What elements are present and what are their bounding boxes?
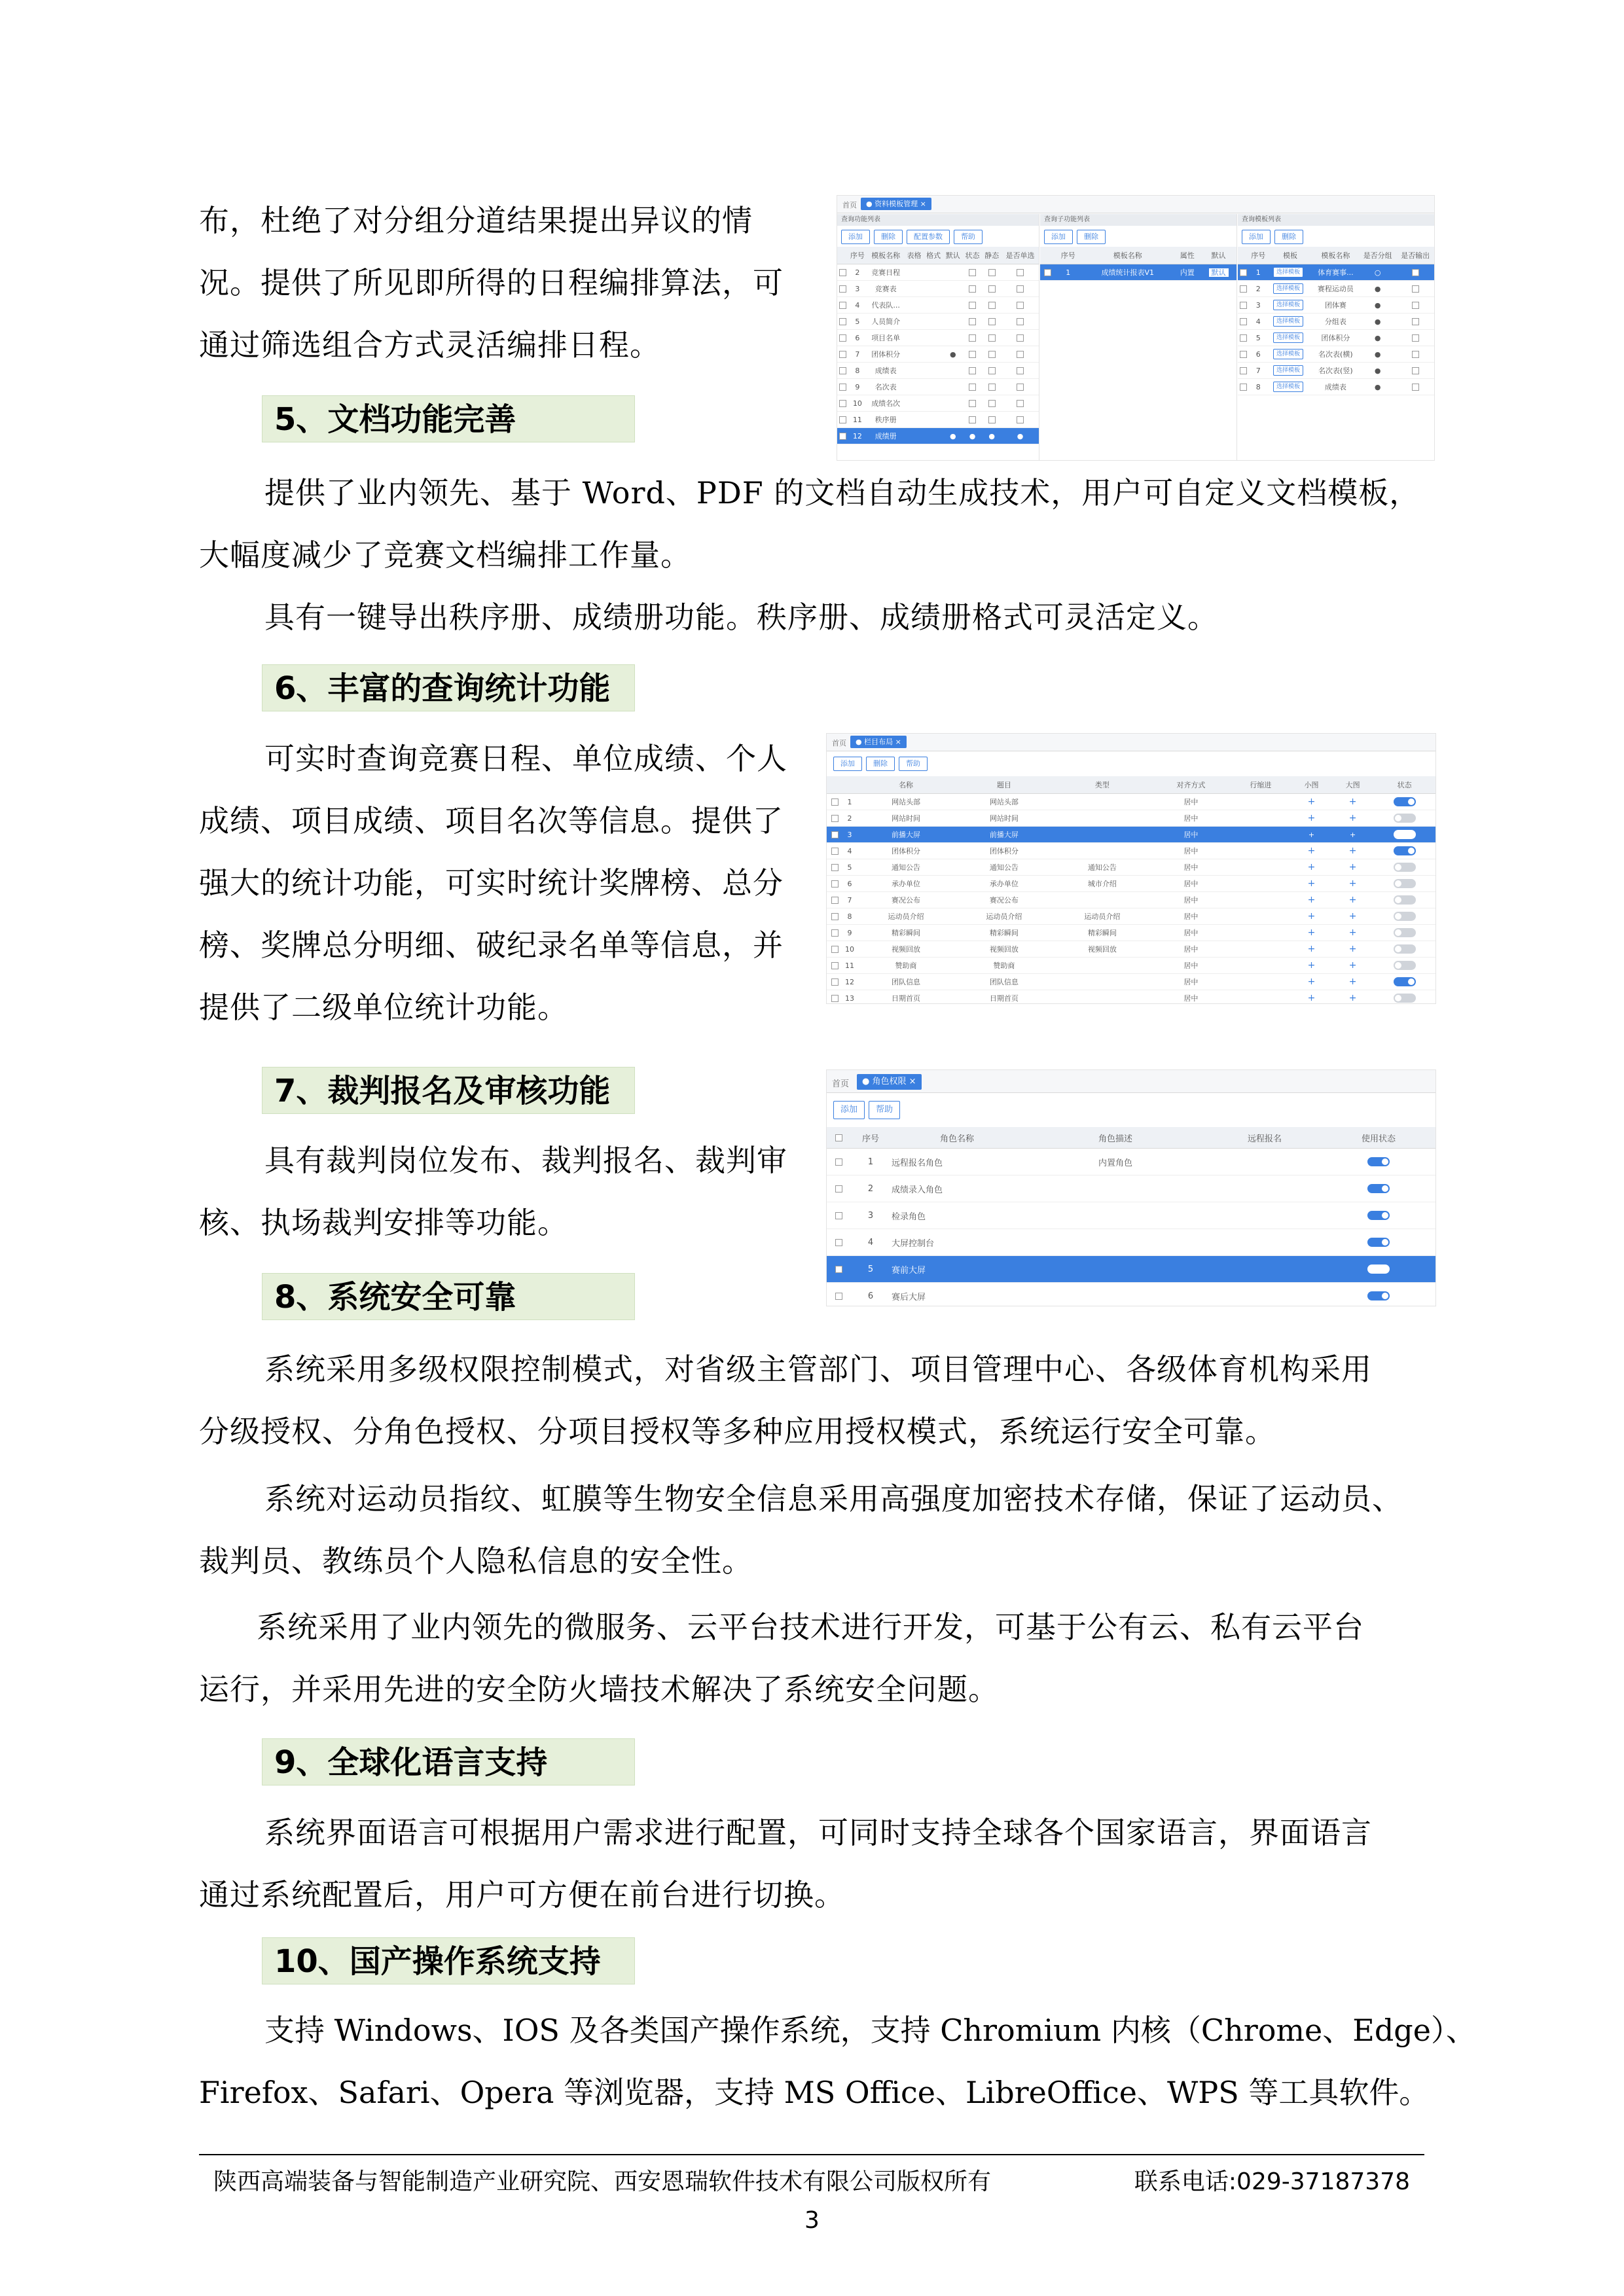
status-toggle[interactable] bbox=[1394, 977, 1416, 986]
column-header: 默认 bbox=[943, 247, 963, 264]
row-name: 成绩册 bbox=[867, 428, 905, 444]
table-row[interactable]: 9 名次表 bbox=[837, 379, 1039, 395]
select-template-button[interactable]: 选择模板 bbox=[1273, 316, 1303, 327]
section-heading-7: 7、裁判报名及审核功能 bbox=[262, 1067, 635, 1114]
add-button[interactable]: 添加 bbox=[1242, 230, 1271, 244]
column-header: 远程报名 bbox=[1208, 1127, 1322, 1149]
column-header: 序号 bbox=[1248, 247, 1268, 264]
role-table bbox=[827, 1127, 1435, 1306]
column-header: 静态 bbox=[982, 247, 1001, 264]
config-params-button[interactable]: 配置参数 bbox=[907, 230, 950, 244]
row-checkbox[interactable] bbox=[839, 433, 846, 440]
table-row[interactable]: 8 成绩表 bbox=[837, 363, 1039, 379]
status-toggle[interactable] bbox=[1394, 863, 1416, 872]
table-row[interactable]: 2 网站时间 网站时间 居中 + + bbox=[827, 810, 1435, 827]
table-row[interactable]: 4 代表队... bbox=[837, 297, 1039, 314]
table-row[interactable]: 6 项目名单 bbox=[837, 330, 1039, 346]
table-row[interactable]: 3 检录角色 bbox=[827, 1202, 1435, 1229]
paragraph-line: 裁判员、教练员个人隐私信息的安全性。 bbox=[199, 1543, 753, 1579]
cell: 内置 bbox=[1174, 264, 1200, 281]
column-header: 状态 bbox=[963, 247, 983, 264]
add-button[interactable]: 添加 bbox=[841, 230, 870, 244]
column-header: 是否输出 bbox=[1396, 247, 1434, 264]
row-checkbox[interactable] bbox=[839, 269, 846, 276]
table-row-selected[interactable]: 5 赛前大屏 bbox=[827, 1256, 1435, 1283]
row-name: 名次表 bbox=[867, 379, 905, 395]
function-list-panel bbox=[837, 214, 1039, 460]
add-button[interactable]: 添加 bbox=[833, 757, 862, 771]
column-header: 角色描述 bbox=[1023, 1127, 1208, 1149]
column-header: 序号 bbox=[848, 247, 867, 264]
column-header: 名称 bbox=[857, 776, 955, 794]
sub-function-panel bbox=[1040, 214, 1237, 460]
select-template-button[interactable]: 选择模板 bbox=[1273, 382, 1303, 392]
table-row-selected[interactable] bbox=[1040, 264, 1236, 281]
paragraph-line: 具有裁判岗位发布、裁判报名、裁判审 bbox=[264, 1143, 787, 1178]
section-heading-9: 9、全球化语言支持 bbox=[262, 1738, 635, 1785]
delete-button[interactable]: 删除 bbox=[1274, 230, 1303, 244]
paragraph-line: 况。提供了所见即所得的日程编排算法，可 bbox=[199, 265, 784, 300]
status-toggle[interactable] bbox=[1394, 814, 1416, 823]
table-row[interactable]: 5 人员简介 bbox=[837, 314, 1039, 330]
status-toggle[interactable] bbox=[1394, 895, 1416, 905]
column-header: 题目 bbox=[955, 776, 1053, 794]
table-row[interactable]: 13 日期首页 日期首页 居中 + + bbox=[827, 990, 1435, 1005]
table-row[interactable]: 2 选择模板 赛程运动员 ● bbox=[1238, 281, 1434, 297]
template-list-panel bbox=[1238, 214, 1434, 460]
help-button[interactable]: 帮助 bbox=[954, 230, 983, 244]
column-header: 角色名称 bbox=[891, 1127, 1023, 1149]
table-row[interactable]: 7 选择模板 名次表(竖) ● bbox=[1238, 363, 1434, 379]
column-layout-screenshot bbox=[826, 733, 1436, 1004]
section-heading-8: 8、系统安全可靠 bbox=[262, 1273, 635, 1320]
status-toggle[interactable] bbox=[1394, 961, 1416, 970]
status-toggle[interactable] bbox=[1394, 928, 1416, 937]
panel-title: 查询子功能列表 bbox=[1040, 214, 1236, 226]
sub-function-table bbox=[1040, 247, 1236, 281]
column-header: 小图 bbox=[1291, 776, 1332, 794]
table-row[interactable]: 2 成绩录入角色 bbox=[827, 1175, 1435, 1202]
column-header: 行缩进 bbox=[1231, 776, 1291, 794]
select-template-button[interactable]: 选择模板 bbox=[1273, 365, 1303, 376]
column-header: 对齐方式 bbox=[1151, 776, 1231, 794]
paragraph-line: 通过系统配置后，用户可方便在前台进行切换。 bbox=[199, 1877, 845, 1912]
section-heading-5: 5、文档功能完善 bbox=[262, 395, 635, 442]
page-number: 3 bbox=[804, 2207, 820, 2234]
contact-phone: 联系电话:029-37187378 bbox=[1134, 2168, 1410, 2195]
paragraph-line: Firefox、Safari、Opera 等浏览器，支持 MS Office、LibreOffice、WPS 等工具软件。 bbox=[199, 2075, 1430, 2110]
row-name: 竞赛表 bbox=[867, 281, 905, 297]
column-header: 默认 bbox=[1200, 247, 1236, 264]
table-row-selected[interactable]: 3 前播大屏 前播大屏 居中 + + bbox=[827, 827, 1435, 843]
paragraph-line: 大幅度减少了竞赛文档编排工作量。 bbox=[199, 537, 691, 573]
delete-button[interactable]: 删除 bbox=[874, 230, 903, 244]
help-button[interactable]: 帮助 bbox=[899, 757, 928, 771]
table-row[interactable]: 2 竞赛日程 bbox=[837, 264, 1039, 281]
column-header: 模板名称 bbox=[1312, 247, 1359, 264]
row-checkbox[interactable] bbox=[839, 302, 846, 309]
row-checkbox[interactable] bbox=[839, 285, 846, 293]
tab-home[interactable]: 首页 bbox=[842, 201, 857, 209]
delete-button[interactable]: 删除 bbox=[1077, 230, 1106, 244]
row-checkbox[interactable] bbox=[1044, 269, 1051, 276]
table-row[interactable]: 7 团体积分 ● bbox=[837, 346, 1039, 363]
status-toggle[interactable] bbox=[1367, 1238, 1390, 1247]
row-checkbox[interactable] bbox=[839, 416, 846, 423]
template-management-screenshot bbox=[837, 195, 1435, 461]
paragraph-line: 布，杜绝了对分组分道结果提出异议的情 bbox=[199, 203, 753, 238]
row-name: 团体积分 bbox=[867, 346, 905, 363]
add-button[interactable]: 添加 bbox=[1044, 230, 1073, 244]
select-template-button[interactable]: 选择模板 bbox=[1273, 349, 1303, 359]
column-header: 状态 bbox=[1373, 776, 1435, 794]
status-toggle[interactable] bbox=[1394, 879, 1416, 888]
cell: 成绩统计报表V1 bbox=[1081, 264, 1174, 281]
panel-title: 查询模板列表 bbox=[1238, 214, 1434, 226]
help-button[interactable]: 帮助 bbox=[869, 1101, 900, 1119]
add-button[interactable]: 添加 bbox=[833, 1101, 865, 1119]
table-row[interactable]: 6 选择模板 名次表(横) ● bbox=[1238, 346, 1434, 363]
tab-home[interactable]: 首页 bbox=[832, 739, 846, 747]
row-name: 人员简介 bbox=[867, 314, 905, 330]
row-checkbox[interactable] bbox=[839, 334, 846, 342]
tab-role-permission[interactable]: ● 角色权限 × bbox=[857, 1074, 922, 1090]
template-table bbox=[1238, 247, 1434, 395]
status-toggle[interactable] bbox=[1394, 830, 1416, 839]
row-name: 项目名单 bbox=[867, 330, 905, 346]
table-row[interactable]: 8 运动员介绍 运动员介绍 运动员介绍 居中 + + bbox=[827, 908, 1435, 925]
default-button[interactable]: 默认 bbox=[1209, 268, 1229, 277]
table-row[interactable]: 5 选择模板 团体积分 ● bbox=[1238, 330, 1434, 346]
paragraph-line: 通过筛选组合方式灵活编排日程。 bbox=[199, 327, 660, 363]
column-header: 模板 bbox=[1268, 247, 1312, 264]
paragraph-line: 具有一键导出秩序册、成绩册功能。秩序册、成绩册格式可灵活定义。 bbox=[264, 600, 1218, 635]
table-row[interactable]: 10 成绩名次 bbox=[837, 395, 1039, 412]
tab-column-layout[interactable]: ● 栏目布局 × bbox=[850, 736, 907, 748]
status-toggle[interactable] bbox=[1367, 1291, 1390, 1300]
table-row[interactable]: 5 通知公告 通知公告 通知公告 居中 + + bbox=[827, 859, 1435, 876]
paragraph-line: 分级授权、分角色授权、分项目授权等多种应用授权模式，系统运行安全可靠。 bbox=[199, 1414, 1276, 1449]
row-checkbox[interactable] bbox=[839, 318, 846, 325]
column-header: 类型 bbox=[1053, 776, 1151, 794]
paragraph-line: 成绩、项目成绩、项目名次等信息。提供了 bbox=[199, 803, 784, 838]
paragraph-line: 系统界面语言可根据用户需求进行配置，可同时支持全球各个国家语言，界面语言 bbox=[264, 1815, 1372, 1850]
status-toggle[interactable] bbox=[1394, 912, 1416, 921]
column-header: 是否单选 bbox=[1001, 247, 1039, 264]
table-row-selected[interactable]: 1 选择模板 体育赛事... ○ bbox=[1238, 264, 1434, 281]
column-layout-table bbox=[827, 776, 1435, 1004]
paragraph-line: 强大的统计功能，可实时统计奖牌榜、总分 bbox=[199, 865, 784, 901]
status-toggle[interactable] bbox=[1394, 797, 1416, 806]
table-row[interactable]: 7 赛况公布 赛况公布 居中 + + bbox=[827, 892, 1435, 908]
table-row[interactable]: 4 团体积分 团体积分 居中 + + bbox=[827, 843, 1435, 859]
column-header: 模板名称 bbox=[1081, 247, 1174, 264]
row-checkbox[interactable] bbox=[839, 367, 846, 374]
column-header: 属性 bbox=[1174, 247, 1200, 264]
table-row[interactable]: 6 赛后大屏 bbox=[827, 1283, 1435, 1307]
panel-title: 查询功能列表 bbox=[837, 214, 1039, 226]
select-template-button[interactable]: 选择模板 bbox=[1273, 267, 1303, 278]
table-row[interactable]: 3 竞赛表 bbox=[837, 281, 1039, 297]
status-toggle[interactable] bbox=[1367, 1265, 1390, 1274]
row-name: 成绩表 bbox=[867, 363, 905, 379]
paragraph-line: 系统对运动员指纹、虹膜等生物安全信息采用高强度加密技术存储，保证了运动员、 bbox=[264, 1481, 1403, 1516]
delete-button[interactable]: 删除 bbox=[866, 757, 895, 771]
tab-template-management[interactable]: ● 资料模板管理 × bbox=[861, 198, 931, 210]
table-row[interactable]: 9 精彩瞬间 精彩瞬间 精彩瞬间 居中 + + bbox=[827, 925, 1435, 941]
section-heading-10: 10、国产操作系统支持 bbox=[262, 1937, 635, 1984]
paragraph-line: 可实时查询竞赛日程、单位成绩、个人 bbox=[264, 741, 787, 776]
column-header: 格式 bbox=[924, 247, 943, 264]
row-checkbox[interactable] bbox=[839, 400, 846, 407]
cell: 1 bbox=[1055, 264, 1081, 281]
page-footer bbox=[199, 2154, 1424, 2195]
table-row[interactable]: 1 网站头部 网站头部 居中 + + bbox=[827, 794, 1435, 810]
copyright-text: 陕西高端装备与智能制造产业研究院、西安恩瑞软件技术有限公司版权所有 bbox=[213, 2168, 992, 2195]
table-row[interactable]: 6 承办单位 承办单位 城市介绍 居中 + + bbox=[827, 876, 1435, 892]
status-toggle[interactable] bbox=[1367, 1211, 1390, 1220]
paragraph-line: 提供了二级单位统计功能。 bbox=[199, 990, 568, 1025]
row-name: 竞赛日程 bbox=[867, 264, 905, 281]
table-row[interactable]: 12 团队信息 团队信息 居中 + + bbox=[827, 974, 1435, 990]
table-row-selected[interactable]: 12 成绩册 ● ● ● ● bbox=[837, 428, 1039, 444]
column-header: 模板名称 bbox=[867, 247, 905, 264]
select-template-button[interactable]: 选择模板 bbox=[1273, 332, 1303, 343]
table-row[interactable]: 11 秩序册 bbox=[837, 412, 1039, 428]
column-header: 是否分组 bbox=[1359, 247, 1396, 264]
status-toggle[interactable] bbox=[1367, 1157, 1390, 1166]
paragraph-line: 支持 Windows、IOS 及各类国产操作系统，支持 Chromium 内核（Chrome、Edge）、 bbox=[264, 2013, 1476, 2048]
paragraph-line: 提供了业内领先、基于 Word、PDF 的文档自动生成技术，用户可自定义文档模板， bbox=[264, 475, 1420, 511]
table-row[interactable]: 11 赞助商 赞助商 居中 + + bbox=[827, 958, 1435, 974]
status-toggle[interactable] bbox=[1367, 1184, 1390, 1193]
status-toggle[interactable] bbox=[1394, 944, 1416, 954]
section-heading-6: 6、丰富的查询统计功能 bbox=[262, 664, 635, 711]
select-template-button[interactable]: 选择模板 bbox=[1273, 283, 1303, 294]
row-checkbox[interactable] bbox=[839, 351, 846, 358]
column-header: 表格 bbox=[905, 247, 924, 264]
column-header: 序号 bbox=[850, 1127, 891, 1149]
paragraph-line: 系统采用多级权限控制模式，对省级主管部门、项目管理中心、各级体育机构采用 bbox=[264, 1352, 1372, 1387]
paragraph-line: 核、执场裁判安排等功能。 bbox=[199, 1205, 568, 1240]
role-permission-screenshot bbox=[826, 1069, 1436, 1306]
paragraph-line: 榜、奖牌总分明细、破纪录名单等信息，并 bbox=[199, 927, 784, 963]
table-row[interactable]: 4 大屏控制台 bbox=[827, 1229, 1435, 1256]
table-row[interactable]: 10 视频回放 视频回放 视频回放 居中 + + bbox=[827, 941, 1435, 958]
column-header: 使用状态 bbox=[1322, 1127, 1435, 1149]
function-table bbox=[837, 247, 1039, 444]
row-name: 代表队... bbox=[867, 297, 905, 314]
table-row[interactable]: 3 选择模板 团体赛 ● bbox=[1238, 297, 1434, 314]
status-toggle[interactable] bbox=[1394, 994, 1416, 1003]
table-row[interactable]: 8 选择模板 成绩表 ● bbox=[1238, 379, 1434, 395]
table-row[interactable]: 4 选择模板 分组表 ● bbox=[1238, 314, 1434, 330]
column-header: 大图 bbox=[1332, 776, 1373, 794]
table-row[interactable]: 1 远程报名角色 内置角色 bbox=[827, 1149, 1435, 1175]
paragraph-line: 系统采用了业内领先的微服务、云平台技术进行开发，可基于公有云、私有云平台 bbox=[257, 1609, 1364, 1645]
row-name: 成绩名次 bbox=[867, 395, 905, 412]
paragraph-line: 运行，并采用先进的安全防火墙技术解决了系统安全问题。 bbox=[199, 1672, 999, 1707]
select-template-button[interactable]: 选择模板 bbox=[1273, 300, 1303, 310]
tab-home[interactable]: 首页 bbox=[832, 1079, 850, 1089]
row-checkbox[interactable] bbox=[839, 384, 846, 391]
column-header: 序号 bbox=[1055, 247, 1081, 264]
row-name: 秩序册 bbox=[867, 412, 905, 428]
status-toggle[interactable] bbox=[1394, 846, 1416, 855]
